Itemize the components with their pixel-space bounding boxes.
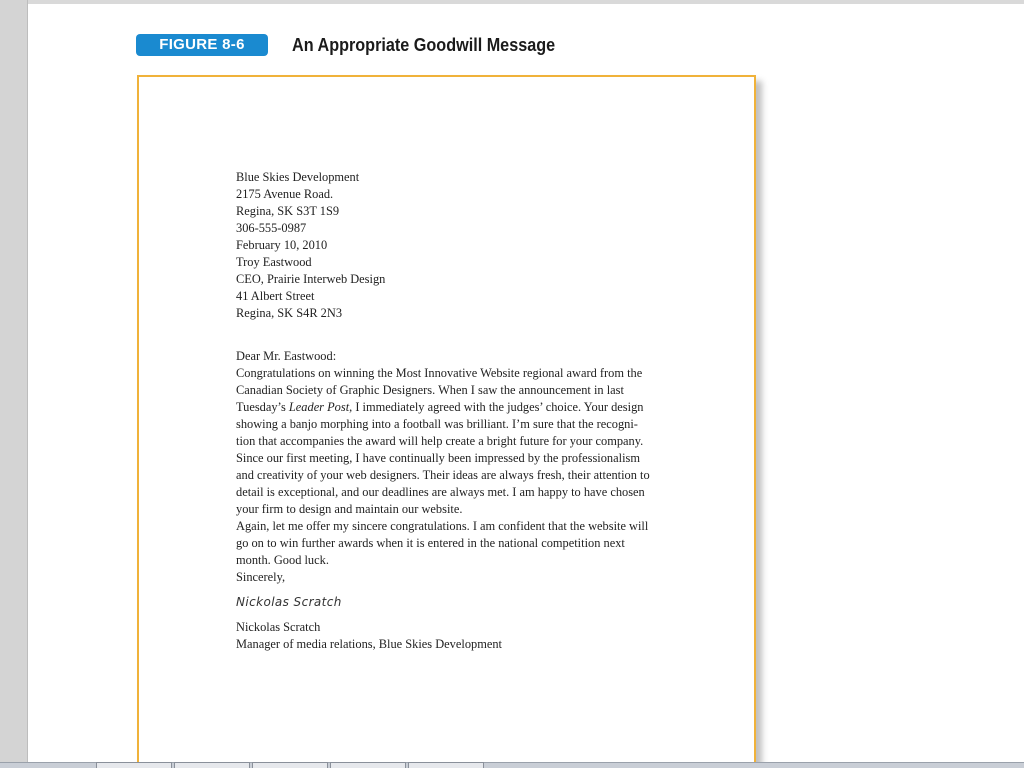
recipient-line: Troy Eastwood [236, 255, 312, 269]
bottom-tab[interactable] [252, 762, 328, 768]
paragraph-line: detail is exceptional, and our deadlines are always met. I am happy to have chosen [236, 485, 645, 499]
recipient-line: Regina, SK S4R 2N3 [236, 306, 343, 320]
letter-frame [137, 75, 756, 767]
paragraph-2 [236, 450, 706, 518]
signer-title: Manager of media relations, Blue Skies Development [236, 637, 502, 651]
paragraph-3 [236, 518, 706, 569]
bottom-tab[interactable] [174, 762, 250, 768]
sender-line: 2175 Avenue Road. [236, 187, 334, 201]
paragraph-text: Tuesday’s [236, 400, 289, 414]
document-page [28, 4, 1024, 764]
paragraph-line: Canadian Society of Graphic Designers. When I saw the announcement in last [236, 383, 624, 397]
paragraph-line: showing a banjo morphing into a football was brilliant. I’m sure that the recogni- [236, 417, 638, 431]
date-text: February 10, 2010 [236, 238, 328, 252]
left-gutter [0, 0, 28, 768]
bottom-tab[interactable] [330, 762, 406, 768]
signer-name: Nickolas Scratch [236, 620, 321, 634]
sender-line: 306-555-0987 [236, 221, 307, 235]
letter-body [236, 169, 706, 653]
figure-header [136, 34, 584, 56]
paragraph-line: tion that accompanies the award will help create a bright future for your company. [236, 434, 644, 448]
closing [236, 569, 706, 586]
paragraph-line: Since our first meeting, I have continually been impressed by the professionalism [236, 451, 640, 465]
recipient-address [236, 254, 706, 322]
paragraph-line [236, 399, 706, 416]
bottom-tab[interactable] [408, 762, 484, 768]
paragraph-line: Again, let me offer my sincere congratulations. I am confident that the website will [236, 519, 649, 533]
paragraph-line: Congratulations on winning the Most Innovative Website regional award from the [236, 366, 643, 380]
paragraph-line: your firm to design and maintain our website. [236, 502, 463, 516]
recipient-line: 41 Albert Street [236, 289, 315, 303]
salutation-text: Dear Mr. Eastwood: [236, 349, 337, 363]
sender-address [236, 169, 706, 237]
figure-label-badge: FIGURE 8-6 [136, 34, 268, 56]
bottom-tab[interactable] [96, 762, 172, 768]
publication-name: Leader Post [288, 400, 350, 414]
paragraph-line: month. Good luck. [236, 553, 329, 567]
closing-text: Sincerely, [236, 570, 286, 584]
handwritten-signature: Nickolas Scratch [236, 595, 342, 609]
letter-date [236, 237, 706, 254]
sender-line: Blue Skies Development [236, 170, 360, 184]
paragraph-text: , I immediately agreed with the judges’ choice. Your design [349, 400, 644, 414]
figure-title: An Appropriate Goodwill Message [292, 34, 556, 55]
paragraph-line: and creativity of your web designers. Their ideas are always fresh, their attention to [236, 468, 650, 482]
paragraph-1 [236, 365, 706, 450]
salutation [236, 348, 706, 365]
sender-line: Regina, SK S3T 1S9 [236, 204, 340, 218]
recipient-line: CEO, Prairie Interweb Design [236, 272, 386, 286]
paragraph-line: go on to win further awards when it is entered in the national competition next [236, 536, 625, 550]
signer-block [236, 619, 706, 653]
